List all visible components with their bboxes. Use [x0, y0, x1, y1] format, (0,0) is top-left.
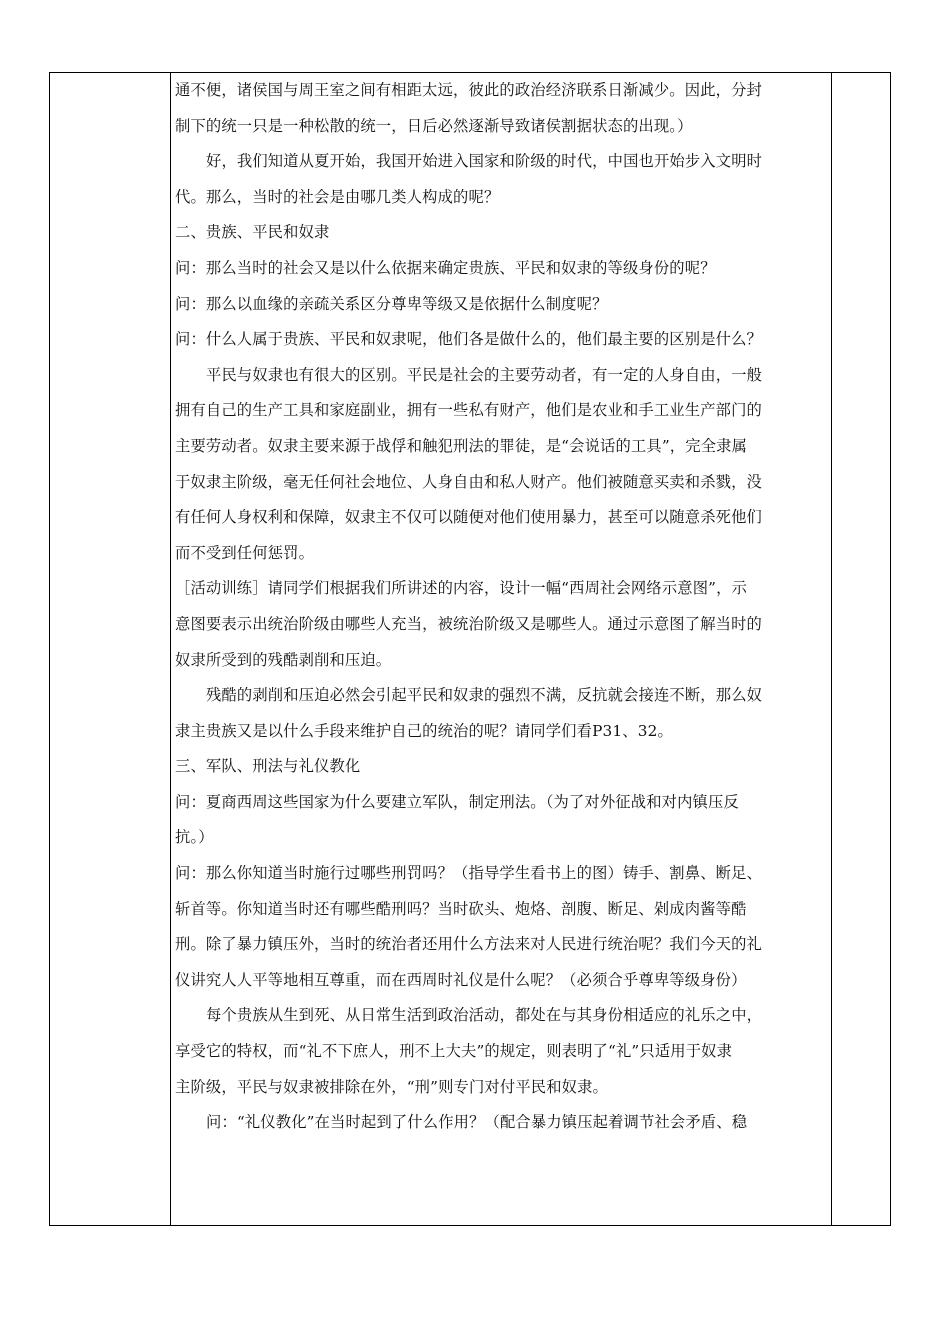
text-line: 有任何人身权利和保障，奴隶主不仅可以随便对他们使用暴力，甚至可以随意杀死他们: [175, 508, 762, 527]
text-line: 残酷的剥削和压迫必然会引起平民和奴隶的强烈不满，反抗就会接连不断，那么奴: [206, 686, 763, 705]
question-line: 问：“礼仪教化”在当时起到了什么作用？（配合暴力镇压起着调节社会矛盾、稳: [206, 1113, 748, 1132]
question-line: 问：那么以血缘的亲疏关系区分尊卑等级又是依据什么制度呢？: [175, 294, 608, 313]
text-line: 而不受到任何惩罚。: [175, 543, 315, 562]
text-line: 斩首等。你知道当时还有哪些酷刑吗？当时砍头、炮烙、剖腹、断足、剁成肉酱等酷: [175, 899, 747, 918]
text-line: 拥有自己的生产工具和家庭副业，拥有一些私有财产，他们是农业和手工业生产部门的: [175, 401, 762, 420]
text-line: 每个贵族从生到死、从日常生活到政治活动，都处在与其身份相适应的礼乐之中，: [206, 1006, 763, 1025]
text-line: 主阶级，平民与奴隶被排除在外，“刑”则专门对付平民和奴隶。: [175, 1077, 609, 1096]
section-heading: 二、贵族、平民和奴隶: [175, 223, 330, 242]
text-line: 主要劳动者。奴隶主要来源于战俘和触犯刑法的罪徒，是“会说话的工具”，完全隶属: [175, 436, 748, 455]
question-line: 问：夏商西周这些国家为什么要建立军队，制定刑法。（为了对外征战和对内镇压反: [175, 792, 739, 811]
text-line: 于奴隶主阶级，毫无任何社会地位、人身自由和私人财产。他们被随意买卖和杀戮，没: [175, 472, 762, 491]
section-heading: 三、军队、刑法与礼仪教化: [175, 757, 361, 776]
text-line: 奴隶所受到的残酷剥削和压迫。: [175, 650, 392, 669]
question-line: 问：什么人属于贵族、平民和奴隶呢，他们各是做什么的，他们最主要的区别是什么？: [175, 330, 762, 349]
text-line: 意图要表示出统治阶级由哪些人充当，被统治阶级又是哪些人。通过示意图了解当时的: [175, 614, 762, 633]
activity-line: ［活动训练］请同学们根据我们所讲述的内容，设计一幅“西周社会网络示意图”，示: [175, 579, 748, 598]
question-line: 问：那么你知道当时施行过哪些刑罚吗？（指导学生看书上的图）铸手、割鼻、断足、: [175, 864, 762, 883]
text-line: 享受它的特权，而“礼不下庶人，刑不上大夫”的规定，则表明了“礼”只适用于奴隶: [175, 1042, 733, 1061]
text-line: 隶主贵族又是以什么手段来维护自己的统治的呢？请同学们看P31、32。: [175, 721, 673, 740]
text-line: 代。那么，当时的社会是由哪几类人构成的呢？: [175, 187, 500, 206]
question-line: 问：那么当时的社会又是以什么依据来确定贵族、平民和奴隶的等级身份的呢？: [175, 258, 716, 277]
lesson-table: [49, 72, 891, 1226]
text-line: 通不便，诸侯国与周王室之间有相距太远，彼此的政治经济联系日渐减少。因此，分封: [175, 81, 762, 99]
text-line: 平民与奴隶也有很大的区别。平民是社会的主要劳动者，有一定的人身自由，一般: [206, 365, 763, 384]
table-divider-right: [831, 73, 832, 1225]
table-divider-left: [170, 73, 171, 1225]
text-line: 好，我们知道从夏开始，我国开始进入国家和阶级的时代，中国也开始步入文明时: [206, 152, 763, 171]
text-line: 仪讲究人人平等地相互尊重，而在西周时礼仪是什么呢？（必须合乎尊卑等级身份）: [175, 970, 747, 989]
lesson-content-cell: [175, 73, 825, 1141]
text-line: 抗。）: [175, 828, 214, 847]
text-line: 制下的统一只是一种松散的统一，日后必然逐渐导致诸侯割据状态的出现。）: [175, 116, 693, 135]
text-line: 刑。除了暴力镇压外，当时的统治者还用什么方法来对人民进行统治呢？我们今天的礼: [175, 935, 762, 954]
